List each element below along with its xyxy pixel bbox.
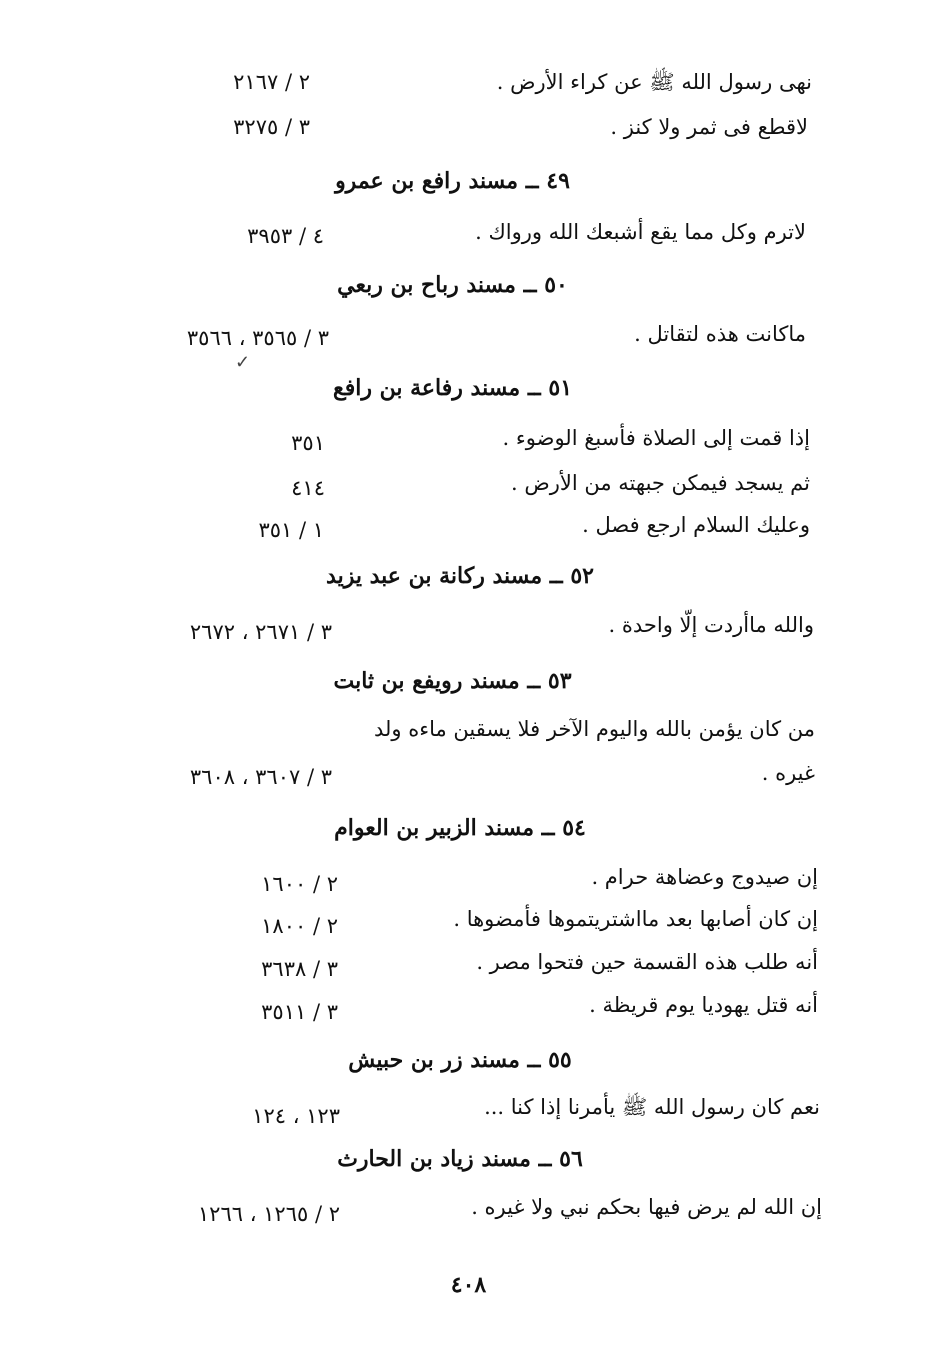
hadith-text: أنه طلب هذه القسمة حين فتحوا مصر . xyxy=(476,950,818,974)
reference: ٣ / ٣٥١١ xyxy=(261,1000,338,1024)
hadith-text: إن صيدوج وعضاهة حرام . xyxy=(591,865,818,889)
section-heading-51: ٥١ ــ مسند رفاعة بن رافع xyxy=(332,375,573,401)
reference: ١٢٣ ، ١٢٤ xyxy=(252,1104,340,1128)
reference: ٣ / ٢٦٧١ ، ٢٦٧٢ xyxy=(189,620,332,644)
hadith-text: إذا قمت إلى الصلاة فأسبغ الوضوء . xyxy=(502,426,810,450)
reference: ٢ / ١٢٦٥ ، ١٢٦٦ xyxy=(197,1202,340,1226)
hadith-text: من كان يؤمن بالله واليوم الآخر فلا يسقين ماءه ولد xyxy=(373,717,815,741)
hadith-text: ثم يسجد فيمكن جبهته من الأرض . xyxy=(511,471,810,495)
hadith-text: لاترم وكل مما يقع أشبعك الله ورواك . xyxy=(475,220,806,244)
reference: ٢ / ١٨٠٠ xyxy=(261,914,338,938)
hadith-text: إن الله لم يرض فيها بحكم نبي ولا غيره . xyxy=(471,1195,822,1219)
reference: ٢ / ٢١٦٧ xyxy=(233,70,310,94)
reference: ٣ / ٣٦٣٨ xyxy=(261,957,338,981)
pen-tick-mark: ✓ xyxy=(235,352,251,373)
page-number: ٤٠٨ xyxy=(450,1272,487,1298)
reference: ٣ / ٣٢٧٥ xyxy=(233,115,310,139)
section-heading-52: ٥٢ ــ مسند ركانة بن عبد يزيد xyxy=(326,563,594,589)
reference: ٣٥١ xyxy=(291,431,325,455)
section-heading-54: ٥٤ ــ مسند الزبير بن العوام xyxy=(334,815,586,841)
section-heading-56: ٥٦ ــ مسند زياد بن الحارث xyxy=(337,1146,583,1172)
hadith-text: أنه قتل يهوديا يوم قريظة . xyxy=(589,993,818,1017)
hadith-text: لاقطع فى ثمر ولا كنز . xyxy=(610,115,808,139)
section-heading-50: ٥٠ ــ مسند رباح بن ربعي xyxy=(337,272,568,298)
hadith-text: نعم كان رسول الله ﷺ يأمرنا إذا كنا ... xyxy=(484,1095,820,1119)
reference: ٤ / ٣٩٥٣ xyxy=(247,224,324,248)
hadith-text: وعليك السلام ارجع فصل . xyxy=(582,513,810,537)
section-heading-53: ٥٣ ــ مسند رويفع بن ثابت xyxy=(333,668,572,694)
hadith-text: والله ماأردت إلّا واحدة . xyxy=(608,613,814,637)
reference: ٤١٤ xyxy=(291,476,325,500)
hadith-text: ماكانت هذه لتقاتل . xyxy=(634,322,806,346)
reference: ١ / ٣٥١ xyxy=(258,518,324,542)
hadith-text: إن كان أصابها بعد مااشتريتموها فأمضوها . xyxy=(453,907,818,931)
reference: ٣ / ٣٦٠٧ ، ٣٦٠٨ xyxy=(189,765,332,789)
section-heading-49: ٤٩ ــ مسند رافع بن عمرو xyxy=(335,168,570,194)
reference: ٣ / ٣٥٦٥ ، ٣٥٦٦ xyxy=(186,326,329,350)
hadith-text: غيره . xyxy=(761,761,815,785)
section-heading-55: ٥٥ ــ مسند زر بن حبيش xyxy=(348,1047,572,1073)
reference: ٢ / ١٦٠٠ xyxy=(261,872,338,896)
hadith-text: نهى رسول الله ﷺ عن كراء الأرض . xyxy=(496,70,812,94)
